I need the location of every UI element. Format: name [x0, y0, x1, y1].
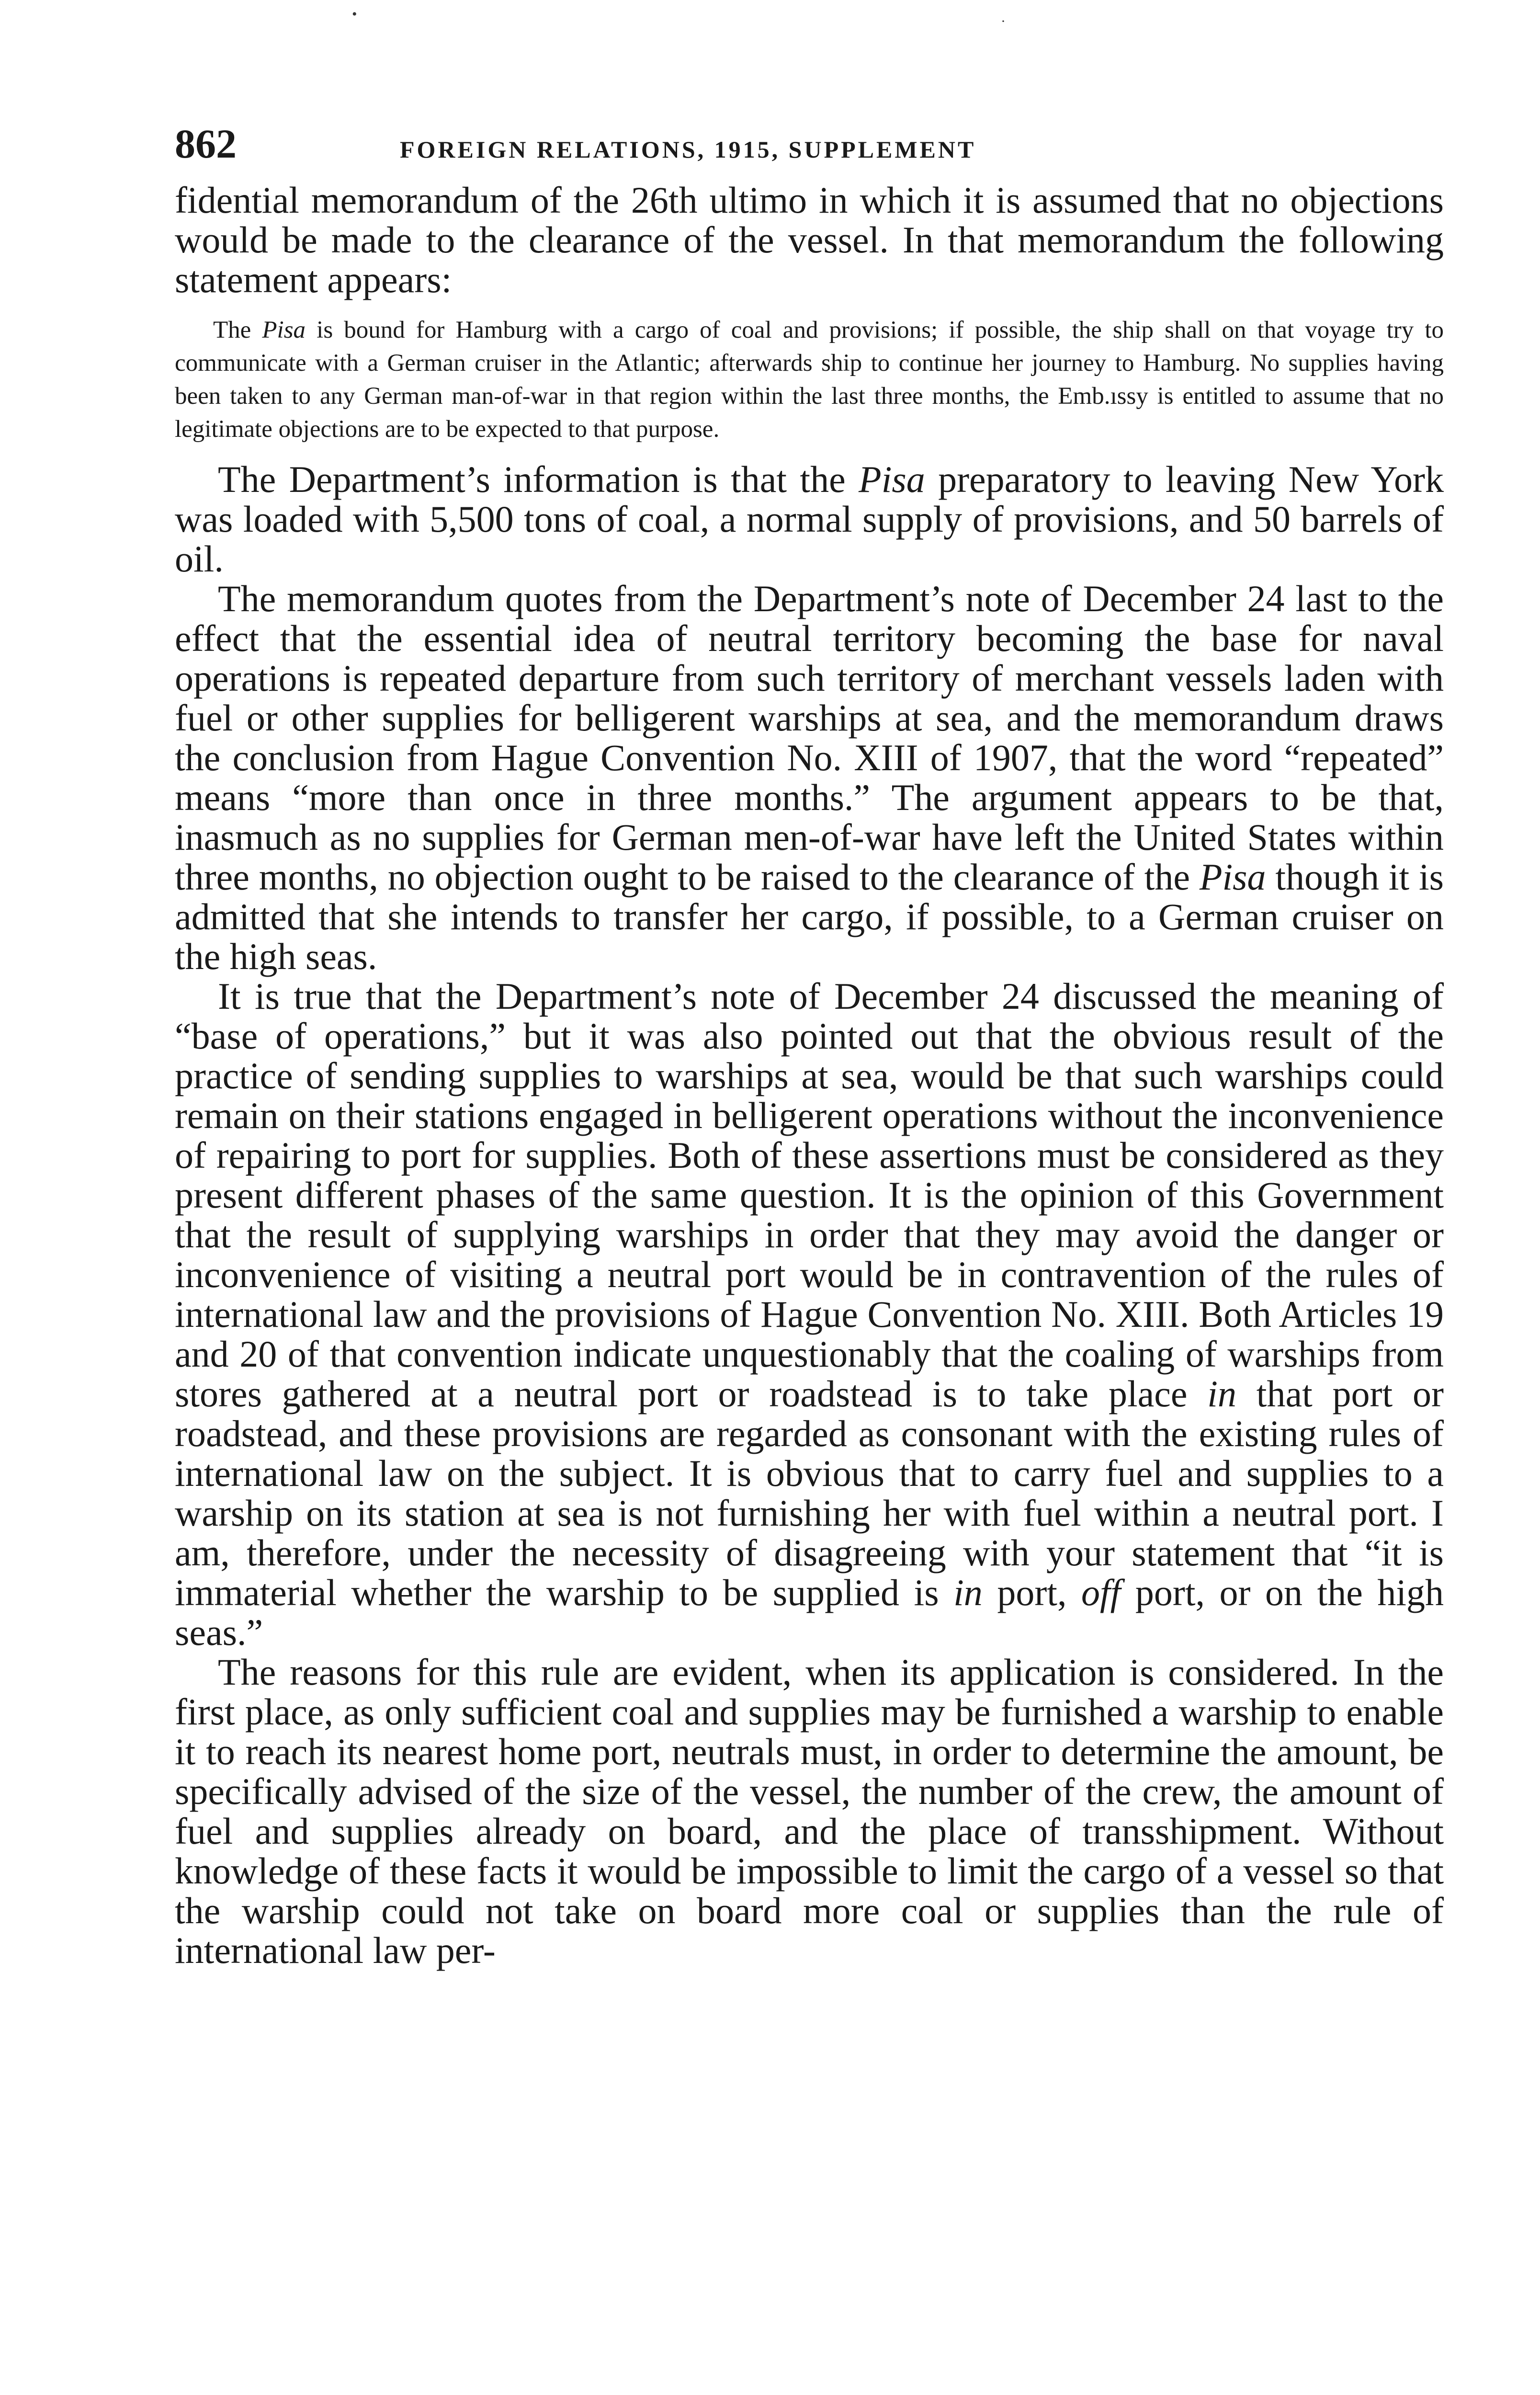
ship-name: Pisa: [1199, 856, 1266, 898]
emphasis: in: [1207, 1373, 1236, 1414]
emphasis: off: [1081, 1572, 1121, 1613]
document-page: [175, 120, 1444, 1970]
block-quote: The Pisa is bound for Hamburg with a cargo of coal and provisions; if possible, the ship shall on that voyage try to communicate with a German cruiser in the Atlantic; afterwards ship to continue her journey to Hamburg. No supplies having been taken to any German man-of-war in that region within the last three months, the Emb.ıssy is entitled to assume that no legitimate objections are to be expected to that purpose.: [175, 317, 1444, 443]
speck-mark: ·: [1001, 13, 1006, 29]
ship-name: Pisa: [262, 317, 306, 343]
paragraph-text: that port or roadstead, and these provisions are regarded as consonant with the existing rules of international law on the subject. It is obvious that to carry fuel and supplies to a warship on its station at sea is not furnishing her with fuel within a neutral port. I am, therefore, under the necessity of disagreeing with your statement that “it is immaterial whether the warship to be supplied is: [175, 1373, 1444, 1613]
paragraph: [175, 579, 1444, 976]
paragraph-text: though it is admitted that she intends to transfer her cargo, if possible, to a German cruiser on the high seas.: [175, 856, 1444, 977]
paragraph-text: port,: [997, 1572, 1067, 1613]
paragraph-text: preparatory to leaving New York was loaded with 5,500 tons of coal, a normal supply of provisions, and 50 barrels of oil.: [175, 458, 1444, 580]
running-head: FOREIGN RELATIONS, 1915, SUPPLEMENT: [400, 136, 976, 163]
paragraph: [175, 976, 1444, 1652]
emphasis: in: [953, 1572, 983, 1613]
paragraph-text: It is true that the Department’s note of December 24 discussed the meaning of “base of operations,” but it was also pointed out that the obvious result of the practice of sending supplies to warships at sea, would be that such warships could remain on their stations engaged in belligerent operations without the inconvenience of repairing to port for supplies. Both of these assertions must be considered as they present different phases of the same question. It is the opinion of this Government that the result of supplying warships in order that they may avoid the danger or inconvenience of visiting a neutral port would be in contravention of the rules of international law and the provisions of Hague Convention No. XIII. Both Articles 19 and 20 of that convention indicate unquestionably that the coaling of warships from stores gathered at a neutral port or roadstead is to take place: [175, 975, 1444, 1414]
page-number: 862: [175, 121, 237, 167]
paragraph-text: The memorandum quotes from the Department’s note of December 24 last to the effect that the essential idea of neutral territory becoming the base for naval operations is repeated departure from such territory of merchant vessels laden with fuel or other supplies for belligerent warships at sea, and the memorandum draws the conclusion from Hague Convention No. XIII of 1907, that the word “repeated” means “more than once in three months.” The argument appears to be that, inasmuch as no supplies for German men-of-war have left the United States within three months, no objection ought to be raised to the clearance of the: [175, 578, 1444, 898]
paragraph-continuation: [175, 180, 1444, 299]
quote-text: is bound for Hamburg with a cargo of coal and provisions; if possible, the ship shall on that voyage try to communicate with a German cruiser in the Atlantic; afterwards ship to continue her journey to Hamburg. No supplies having been taken to any German man-of-war in that region within the last three months, the Emb.ıssy is entitled to assume that no legitimate objections are to be expected to that purpose.: [175, 317, 1444, 443]
paragraph: [175, 459, 1444, 579]
ship-name: Pisa: [859, 458, 925, 500]
paragraph-text: port, or on the high seas.”: [175, 1572, 1444, 1653]
page-header: [175, 120, 1444, 177]
paragraph-text: The reasons for this rule are evident, when its application is considered. In the first place, as only sufficient coal and supplies may be furnished a warship to enable it to reach its nearest home port, neutrals must, in order to determine the amount, be specifically advised of the size of the vessel, the number of the crew, the amount of fuel and supplies already on board, and the place of transshipment. Without knowledge of these facts it would be impossible to limit the cargo of a vessel so that the warship could not take on board more coal or supplies than the rule of international law per-: [175, 1651, 1444, 1971]
paragraph: [175, 1652, 1444, 1970]
paragraph-text: The Department’s information is that the: [218, 458, 846, 500]
paragraph-text: fidential memorandum of the 26th ultimo in which it is assumed that no objections would be made to the clearance of the vessel. In that memorandum the following statement appears:: [175, 179, 1444, 300]
speck-mark: •: [352, 6, 357, 22]
